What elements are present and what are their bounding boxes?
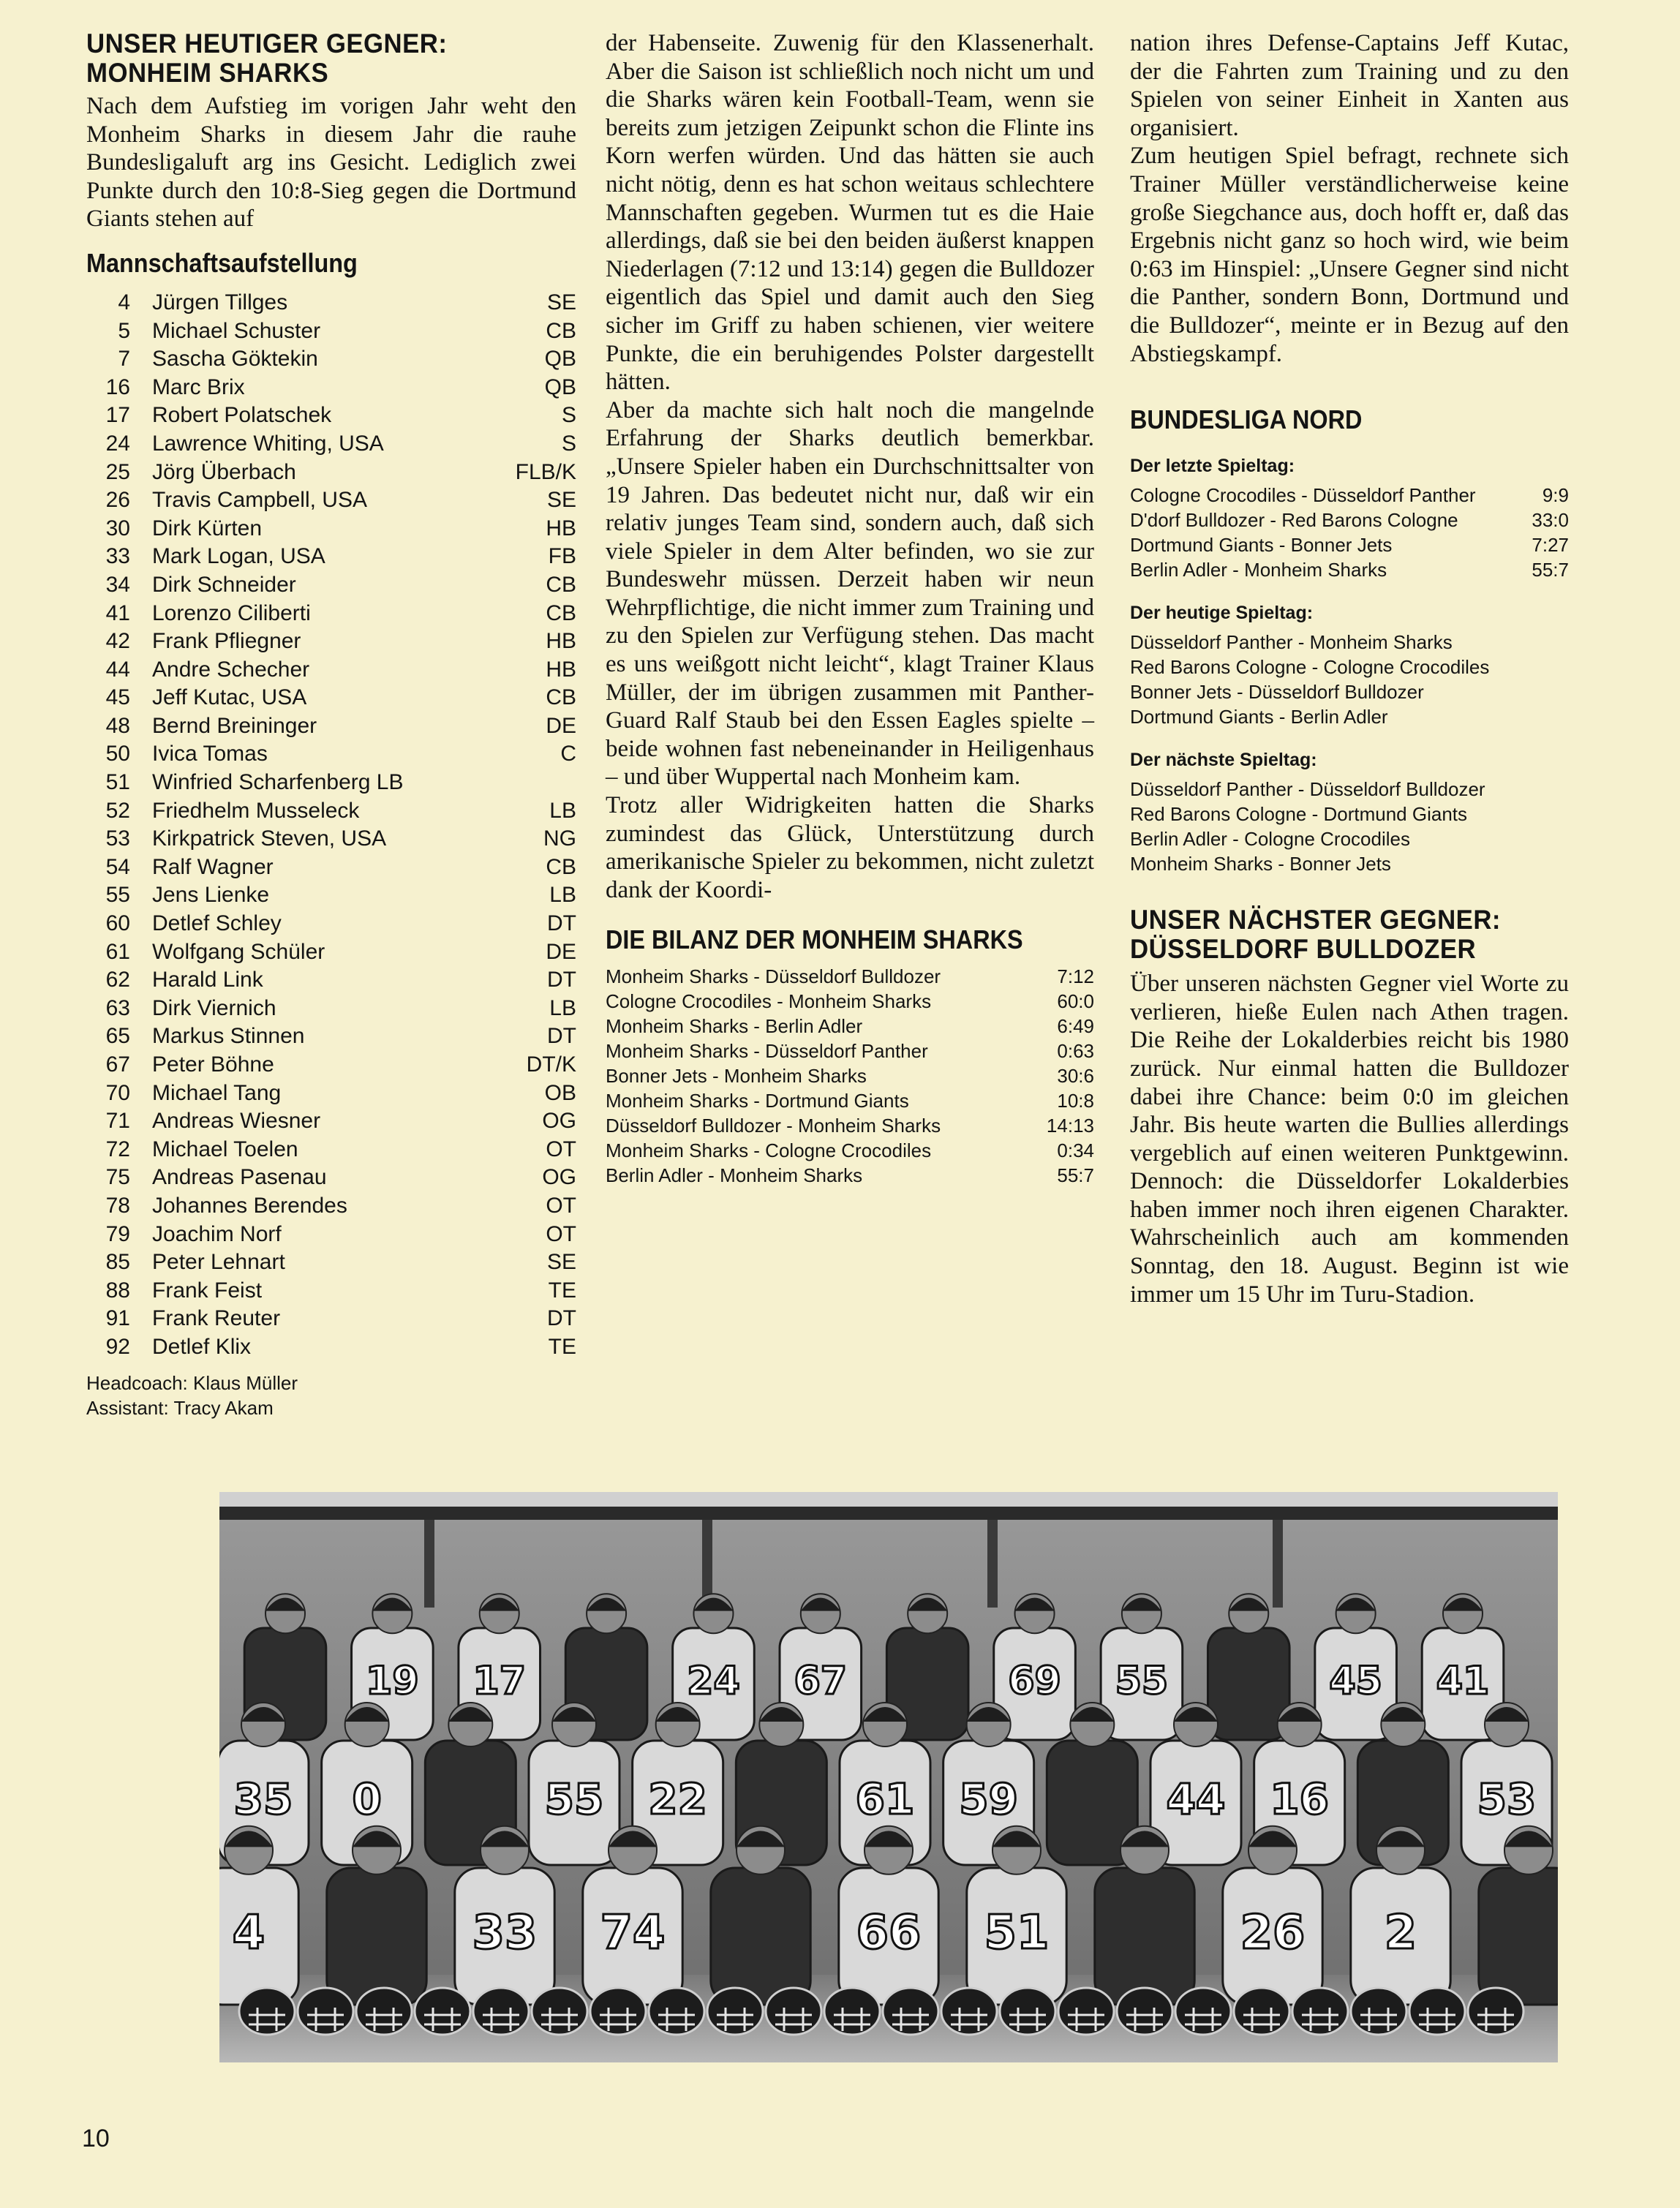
player-name: Michael Toelen	[152, 1137, 298, 1161]
helmet-icon	[1000, 1988, 1055, 2035]
roster-row	[86, 938, 576, 967]
last-matchday-results	[1130, 483, 1569, 582]
player-position: CB	[546, 572, 576, 597]
player-number: 5	[118, 318, 130, 343]
jersey-number: 41	[1436, 1659, 1490, 1703]
roster-row	[86, 1079, 576, 1108]
player-name: Robert Polatschek	[152, 403, 332, 428]
jersey-number: 66	[856, 1906, 922, 1960]
player-name: Michael Schuster	[152, 318, 321, 343]
player-position: DT	[547, 911, 576, 936]
jersey-number: 26	[1240, 1906, 1306, 1960]
helmet-icon	[1117, 1988, 1172, 2035]
match-teams: Dortmund Giants - Bonner Jets	[1130, 534, 1393, 557]
player-number: 65	[105, 1024, 130, 1049]
match-score: 33:0	[1532, 509, 1569, 532]
player-number: 53	[105, 826, 130, 851]
last-matchday-label: Der letzte Spieltag:	[1130, 456, 1295, 477]
right-column	[1130, 29, 1569, 1308]
player-number: 54	[105, 854, 130, 879]
jersey-number: 59	[959, 1774, 1019, 1824]
today-matchday-label: Der heutige Spieltag:	[1130, 603, 1314, 624]
player-position: SE	[546, 290, 576, 314]
fixture-row: Monheim Sharks - Bonner Jets	[1130, 853, 1391, 875]
player-number: 41	[105, 600, 130, 625]
match-teams: Bonner Jets - Monheim Sharks	[606, 1065, 867, 1088]
player-name: Harald Link	[152, 968, 263, 992]
player-name: Frank Feist	[152, 1278, 263, 1303]
player-position: S	[561, 431, 576, 456]
player-name: Andreas Pasenau	[152, 1165, 327, 1190]
helmet-icon	[649, 1988, 704, 2035]
player-name: Jens Lienke	[152, 883, 270, 908]
assistant-coach: Assistant: Tracy Akam	[86, 1396, 274, 1419]
roster-row	[86, 317, 576, 346]
match-score: 30:6	[1057, 1065, 1094, 1088]
helmet-icon	[1351, 1988, 1406, 2035]
player-position: QB	[544, 374, 576, 399]
fixture-row: Red Barons Cologne - Dortmund Giants	[1130, 803, 1468, 826]
player-name: Detlef Klix	[152, 1334, 252, 1359]
player-position: LB	[549, 883, 576, 908]
match-teams: Berlin Adler - Monheim Sharks	[1130, 559, 1387, 581]
player-name: Detlef Schley	[152, 911, 282, 936]
player-position: FB	[548, 544, 576, 569]
match-teams: D'dorf Bulldozer - Red Barons Cologne	[1130, 509, 1458, 532]
jersey-number: 33	[472, 1906, 538, 1960]
bundesliga-title: BUNDESLIGA NORD	[1130, 404, 1363, 435]
player-position: LB	[549, 798, 576, 823]
player-position: C	[560, 742, 576, 766]
player-position: OG	[542, 1109, 576, 1134]
match-score: 60:0	[1057, 990, 1094, 1013]
jersey-number: 69	[1008, 1659, 1061, 1703]
team-photo-graphic	[219, 1492, 1558, 2062]
player-name: Travis Campbell, USA	[152, 488, 367, 513]
result-row	[606, 1163, 1094, 1188]
player-position: FLB/K	[515, 459, 576, 484]
player-position: HB	[546, 516, 576, 540]
player-name: Jörg Überbach	[152, 459, 296, 484]
roster-title: Mannschaftsaufstellung	[86, 247, 358, 278]
next-matchday-list	[1130, 777, 1569, 876]
jersey-number: 44	[1166, 1774, 1226, 1824]
player-number: 71	[105, 1109, 130, 1134]
roster-row	[86, 1305, 576, 1333]
jersey-number: 4	[232, 1906, 265, 1960]
result-row	[606, 964, 1094, 989]
player-number: 45	[105, 685, 130, 710]
result-row	[606, 1039, 1094, 1063]
player-number: 17	[105, 403, 130, 428]
fixture-row: Red Barons Cologne - Cologne Crocodiles	[1130, 656, 1490, 679]
player-position: HB	[546, 657, 576, 682]
player-position: OB	[544, 1080, 576, 1105]
player-number: 16	[105, 374, 130, 399]
fixture-row: Düsseldorf Panther - Düsseldorf Bulldozer	[1130, 778, 1485, 801]
player-name: Frank Reuter	[152, 1306, 281, 1331]
jersey-number: 55	[544, 1774, 604, 1824]
helmet-icon	[883, 1988, 938, 2035]
result-row	[606, 1113, 1094, 1138]
player-number: 4	[118, 290, 130, 314]
player-name: Frank Pfliegner	[152, 629, 301, 654]
player-number: 79	[105, 1221, 130, 1246]
result-row	[606, 1014, 1094, 1039]
player-number: 33	[105, 544, 130, 569]
player-number: 52	[105, 798, 130, 823]
player-number: 48	[105, 713, 130, 738]
jersey-number: 0	[352, 1774, 382, 1824]
player-number: 88	[105, 1278, 130, 1303]
next-matchday-label: Der nächste Spieltag:	[1130, 750, 1317, 771]
helmet-icon	[532, 1988, 587, 2035]
match-score: 55:7	[1057, 1164, 1094, 1187]
player-name: Andre Schecher	[152, 657, 310, 682]
jersey-number: 55	[1115, 1659, 1169, 1703]
article-paragraph-3: Trotz aller Widrigkeiten hatten die Sharks zumindest das Glück, Unterstützung durch amerikanische Spieler zu bekommen, nicht zuletzt dank der Koordi-	[606, 792, 1094, 903]
match-score: 0:34	[1057, 1139, 1094, 1162]
jersey-number: 16	[1270, 1774, 1330, 1824]
player-position: HB	[546, 629, 576, 654]
player-name: Dirk Viernich	[152, 995, 276, 1020]
player-position: OG	[542, 1165, 576, 1190]
helmet-icon	[941, 1988, 997, 2035]
match-teams: Monheim Sharks - Dortmund Giants	[606, 1090, 909, 1112]
player-number: 51	[105, 770, 130, 795]
player-name: Dirk Kürten	[152, 516, 263, 540]
player-position: DE	[546, 713, 576, 738]
roster-row	[86, 1136, 576, 1164]
player-name: Lawrence Whiting, USA	[152, 431, 384, 456]
player-name: Lorenzo Ciliberti	[152, 600, 311, 625]
helmet-icon	[415, 1988, 470, 2035]
roster-row	[86, 656, 576, 685]
fixture-row: Dortmund Giants - Berlin Adler	[1130, 706, 1388, 728]
player-number: 75	[105, 1165, 130, 1190]
player-name: Andreas Wiesner	[152, 1109, 321, 1134]
player-number: 78	[105, 1193, 130, 1218]
match-teams: Cologne Crocodiles - Düsseldorf Panther	[1130, 484, 1476, 507]
player-position: LB	[549, 995, 576, 1020]
result-row	[606, 1138, 1094, 1163]
player-name: Johannes Berendes	[152, 1193, 347, 1218]
roster-row	[86, 1107, 576, 1136]
result-row	[1130, 532, 1569, 557]
roster-row	[86, 966, 576, 995]
coaching-staff	[86, 1371, 576, 1420]
player-name: Ralf Wagner	[152, 854, 274, 879]
fixture-row: Bonner Jets - Düsseldorf Bulldozer	[1130, 681, 1424, 704]
article-paragraph-4: nation ihres Defense-Captains Jeff Kutac, der die Fahrten zum Training und zu den Spielen von seiner Einheit in Xanten aus organisiert.	[1130, 30, 1569, 141]
result-row	[1130, 508, 1569, 532]
result-row	[606, 989, 1094, 1014]
bilanz-title: DIE BILANZ DER MONHEIM SHARKS	[606, 924, 1023, 955]
helmet-icon	[824, 1988, 880, 2035]
roster-row	[86, 1022, 576, 1051]
player-name: Sascha Göktekin	[152, 347, 318, 372]
bilanz-results	[606, 964, 1094, 1188]
roster-row	[86, 486, 576, 515]
player-name: Friedhelm Musseleck	[152, 798, 360, 823]
helmet-icon	[1468, 1988, 1523, 2035]
roster-table	[86, 289, 576, 1362]
player-name: Joachim Norf	[152, 1221, 282, 1246]
player-number: 60	[105, 911, 130, 936]
roster-row	[86, 600, 576, 628]
roster-row	[86, 797, 576, 826]
player-position: DE	[546, 939, 576, 964]
player-name: Jürgen Tillges	[152, 290, 288, 314]
middle-column	[606, 29, 1094, 1188]
match-teams: Monheim Sharks - Düsseldorf Bulldozer	[606, 965, 941, 988]
player-name: Kirkpatrick Steven, USA	[152, 826, 387, 851]
jersey-number: 22	[648, 1774, 708, 1824]
jersey-number: 67	[794, 1659, 848, 1703]
player-number: 61	[105, 939, 130, 964]
player-number: 91	[105, 1306, 130, 1331]
player-position: SE	[546, 1250, 576, 1275]
next-opponent-heading: UNSER NÄCHSTER GEGNER: DÜSSELDORF BULLDOZER	[1130, 905, 1501, 965]
result-row	[1130, 557, 1569, 582]
roster-row	[86, 374, 576, 402]
player-name: Markus Stinnen	[152, 1024, 305, 1049]
page-number: 10	[82, 2125, 110, 2152]
player-number: 62	[105, 968, 130, 992]
player-number: 7	[118, 347, 130, 372]
player-position: DT/K	[526, 1052, 576, 1077]
helmet-icon	[239, 1988, 295, 2035]
match-score: 6:49	[1057, 1015, 1094, 1038]
roster-row	[86, 769, 576, 797]
helmet-icon	[707, 1988, 763, 2035]
match-score: 10:8	[1057, 1090, 1094, 1112]
match-teams: Düsseldorf Bulldozer - Monheim Sharks	[606, 1115, 941, 1137]
jersey-number: 35	[233, 1774, 293, 1824]
roster-row	[86, 684, 576, 712]
result-row	[1130, 483, 1569, 508]
player-number: 26	[105, 488, 130, 513]
match-teams: Monheim Sharks - Düsseldorf Panther	[606, 1040, 928, 1063]
helmet-icon	[473, 1988, 529, 2035]
player-position: CB	[546, 600, 576, 625]
player-name: Ivica Tomas	[152, 742, 268, 766]
player-position: NG	[543, 826, 576, 851]
helmet-icon	[298, 1988, 353, 2035]
result-row	[606, 1063, 1094, 1088]
match-teams: Cologne Crocodiles - Monheim Sharks	[606, 990, 932, 1013]
roster-row	[86, 1277, 576, 1305]
article-paragraph-2: Aber da machte sich halt noch die mangelnde Erfahrung der Sharks deutlich bemerkbar. „Unsere Spieler haben ein Durchschnittsalter von 19 Jahren. Das bedeutet nicht nur, daß wir ein relativ junges Team sind, sondern auch, daß sich viele Spieler in dem Alter befinden, wo sie zur Bundeswehr müssen. Derzeit haben wir neun Wehrpflichtige, die nicht immer zum Training und zu den Spielen zur Verfügung stehen. Das macht es uns weißgott nicht leicht“, klagt Trainer Klaus Müller, der im übrigen zusammen mit Panther-Guard Ralf Staub bei den Essen Eagles spielte – beide wohnen fast nebeneinander in Heiligenhaus – und über Wuppertal nach Monheim kam.	[606, 396, 1094, 791]
roster-row	[86, 854, 576, 882]
player-name: Mark Logan, USA	[152, 544, 325, 569]
jersey-number: 74	[600, 1906, 666, 1960]
player-position: DT	[547, 1024, 576, 1049]
roster-row	[86, 289, 576, 317]
today-matchday-list	[1130, 630, 1569, 729]
player-position: OT	[546, 1193, 576, 1218]
player-name: Jeff Kutac, USA	[152, 685, 307, 710]
player-position: CB	[546, 318, 576, 343]
headcoach: Headcoach: Klaus Müller	[86, 1371, 298, 1394]
result-row	[606, 1088, 1094, 1113]
roster-row	[86, 712, 576, 741]
intro-paragraph: Nach dem Aufstieg im vorigen Jahr weht den Monheim Sharks in diesem Jahr die rauhe Bundesligaluft arg ins Gesicht. Lediglich zwei Punkte durch den 10:8-Sieg gegen die Dortmund Giants stehen auf	[86, 93, 576, 233]
left-column	[86, 29, 576, 1420]
player-position: S	[561, 403, 576, 428]
player-position: CB	[546, 854, 576, 879]
roster-row	[86, 881, 576, 910]
roster-row	[86, 515, 576, 543]
player-name: Bernd Breininger	[152, 713, 317, 738]
player-number: 55	[105, 883, 130, 908]
article-paragraph-5: Zum heutigen Spiel befragt, rechnete sich Trainer Müller verständlicherweise keine große Siegchance aus, doch hofft er, daß das Ergebnis nicht ganz so hoch wird, wie beim 0:63 im Hinspiel: „Unsere Gegner sind nicht die Panther, sondern Bonn, Dortmund und die Bulldozer“, meinte er in Bezug auf den Abstiegskampf.	[1130, 143, 1569, 367]
player-name: Marc Brix	[152, 374, 245, 399]
player-number: 24	[105, 431, 130, 456]
player-name: Peter Böhne	[152, 1052, 274, 1077]
player-number: 44	[105, 657, 130, 682]
team-photo	[219, 1492, 1558, 2062]
roster-row	[86, 628, 576, 656]
roster-row	[86, 740, 576, 769]
player-number: 85	[105, 1250, 130, 1275]
helmet-icon	[1292, 1988, 1348, 2035]
jersey-number: 45	[1329, 1659, 1382, 1703]
helmet-icon	[766, 1988, 821, 2035]
roster-row	[86, 459, 576, 487]
player-number: 25	[105, 459, 130, 484]
roster-row	[86, 995, 576, 1023]
roster-row	[86, 430, 576, 459]
player-position: DT	[547, 968, 576, 992]
player-name: Michael Tang	[152, 1080, 282, 1105]
roster-row	[86, 1221, 576, 1249]
helmet-icon	[1234, 1988, 1289, 2035]
roster-row	[86, 825, 576, 854]
roster-row	[86, 402, 576, 430]
match-teams: Berlin Adler - Monheim Sharks	[606, 1164, 863, 1187]
helmet-icon	[1058, 1988, 1114, 2035]
roster-row	[86, 543, 576, 571]
player-position: QB	[544, 347, 576, 372]
fixture-row: Berlin Adler - Cologne Crocodiles	[1130, 828, 1410, 851]
helmet-icon	[1409, 1988, 1465, 2035]
match-score: 14:13	[1046, 1115, 1094, 1137]
player-position: CB	[546, 685, 576, 710]
player-position: OT	[546, 1221, 576, 1246]
jersey-number: 17	[472, 1659, 527, 1703]
next-opponent-paragraph: Über unseren nächsten Gegner viel Worte zu verlieren, hieße Eulen nach Athen tragen. Die Reihe der Lokalderbies reicht bis 1980 zurück. Nur einmal hatten die Bulldozer dabei ihre Chance: beim 0:0 im gleichen Jahr. Bis heute warten die Bullies allerdings vergeblich auf einen weiteren Punktgewinn. Dennoch: die Düsseldorfer Lokalderbies haben immer noch ihren eigenen Charakter. Wahrscheinlich auch am kommenden Sonntag, den 18. August. Beginn ist wie immer um 15 Uhr im Turu-Stadion.	[1130, 971, 1569, 1308]
player-position: SE	[546, 488, 576, 513]
article-paragraph-1: der Habenseite. Zuwenig für den Klassenerhalt. Aber die Saison ist schließlich noch nicht um und die Sharks wären kein Football-Team, wenn sie bereits zum jetzigen Zeipunkt schon die Flinte ins Korn werfen würden. Und das hätten sie auch nicht nötig, denn es hat schon weitaus schlechtere Mannschaften gegeben. Wurmen tut es die Haie allerdings, daß sie bei den beiden äußerst knappen Niederlagen (7:12 und 13:14) gegen die Bulldozer eigentlich das Spiel und damit auch den Sieg sicher im Griff zu haben schienen, vier weitere Punkte, die ein beruhigendes Polster dargestellt hätten.	[606, 30, 1094, 396]
match-score: 9:9	[1542, 484, 1569, 507]
match-teams: Monheim Sharks - Cologne Crocodiles	[606, 1139, 932, 1162]
opponent-heading: UNSER HEUTIGER GEGNER: MONHEIM SHARKS	[86, 29, 448, 88]
player-name: Winfried Scharfenberg LB	[152, 770, 404, 795]
roster-row	[86, 1192, 576, 1221]
match-score: 55:7	[1532, 559, 1569, 581]
roster-row	[86, 1164, 576, 1192]
jersey-number: 19	[366, 1659, 419, 1703]
match-score: 7:12	[1057, 965, 1094, 988]
match-score: 7:27	[1532, 534, 1569, 557]
player-number: 50	[105, 742, 130, 766]
helmet-icon	[590, 1988, 646, 2035]
player-name: Wolfgang Schüler	[152, 939, 325, 964]
helmet-icon	[356, 1988, 412, 2035]
player-number: 92	[105, 1334, 130, 1359]
jersey-number: 61	[855, 1774, 915, 1824]
jersey-number: 51	[984, 1906, 1050, 1960]
jersey-number: 53	[1477, 1774, 1537, 1824]
player-position: DT	[547, 1306, 576, 1331]
player-number: 42	[105, 629, 130, 654]
match-teams: Monheim Sharks - Berlin Adler	[606, 1015, 863, 1038]
player-position: OT	[546, 1137, 576, 1161]
helmet-icon	[1175, 1988, 1231, 2035]
roster-row	[86, 1248, 576, 1277]
roster-row	[86, 345, 576, 374]
player-number: 67	[105, 1052, 130, 1077]
roster-row	[86, 910, 576, 938]
fixture-row: Düsseldorf Panther - Monheim Sharks	[1130, 631, 1453, 654]
match-score: 0:63	[1057, 1040, 1094, 1063]
jersey-number: 24	[687, 1659, 740, 1703]
player-position: TE	[548, 1334, 576, 1359]
player-name: Dirk Schneider	[152, 572, 296, 597]
roster-row	[86, 571, 576, 600]
player-number: 70	[105, 1080, 130, 1105]
player-number: 34	[105, 572, 130, 597]
player-name: Peter Lehnart	[152, 1250, 285, 1275]
player-number: 30	[105, 516, 130, 540]
roster-row	[86, 1333, 576, 1362]
jersey-number: 2	[1384, 1906, 1417, 1960]
roster-row	[86, 1051, 576, 1079]
player-position: TE	[548, 1278, 576, 1303]
player-number: 72	[105, 1137, 130, 1161]
player-number: 63	[105, 995, 130, 1020]
